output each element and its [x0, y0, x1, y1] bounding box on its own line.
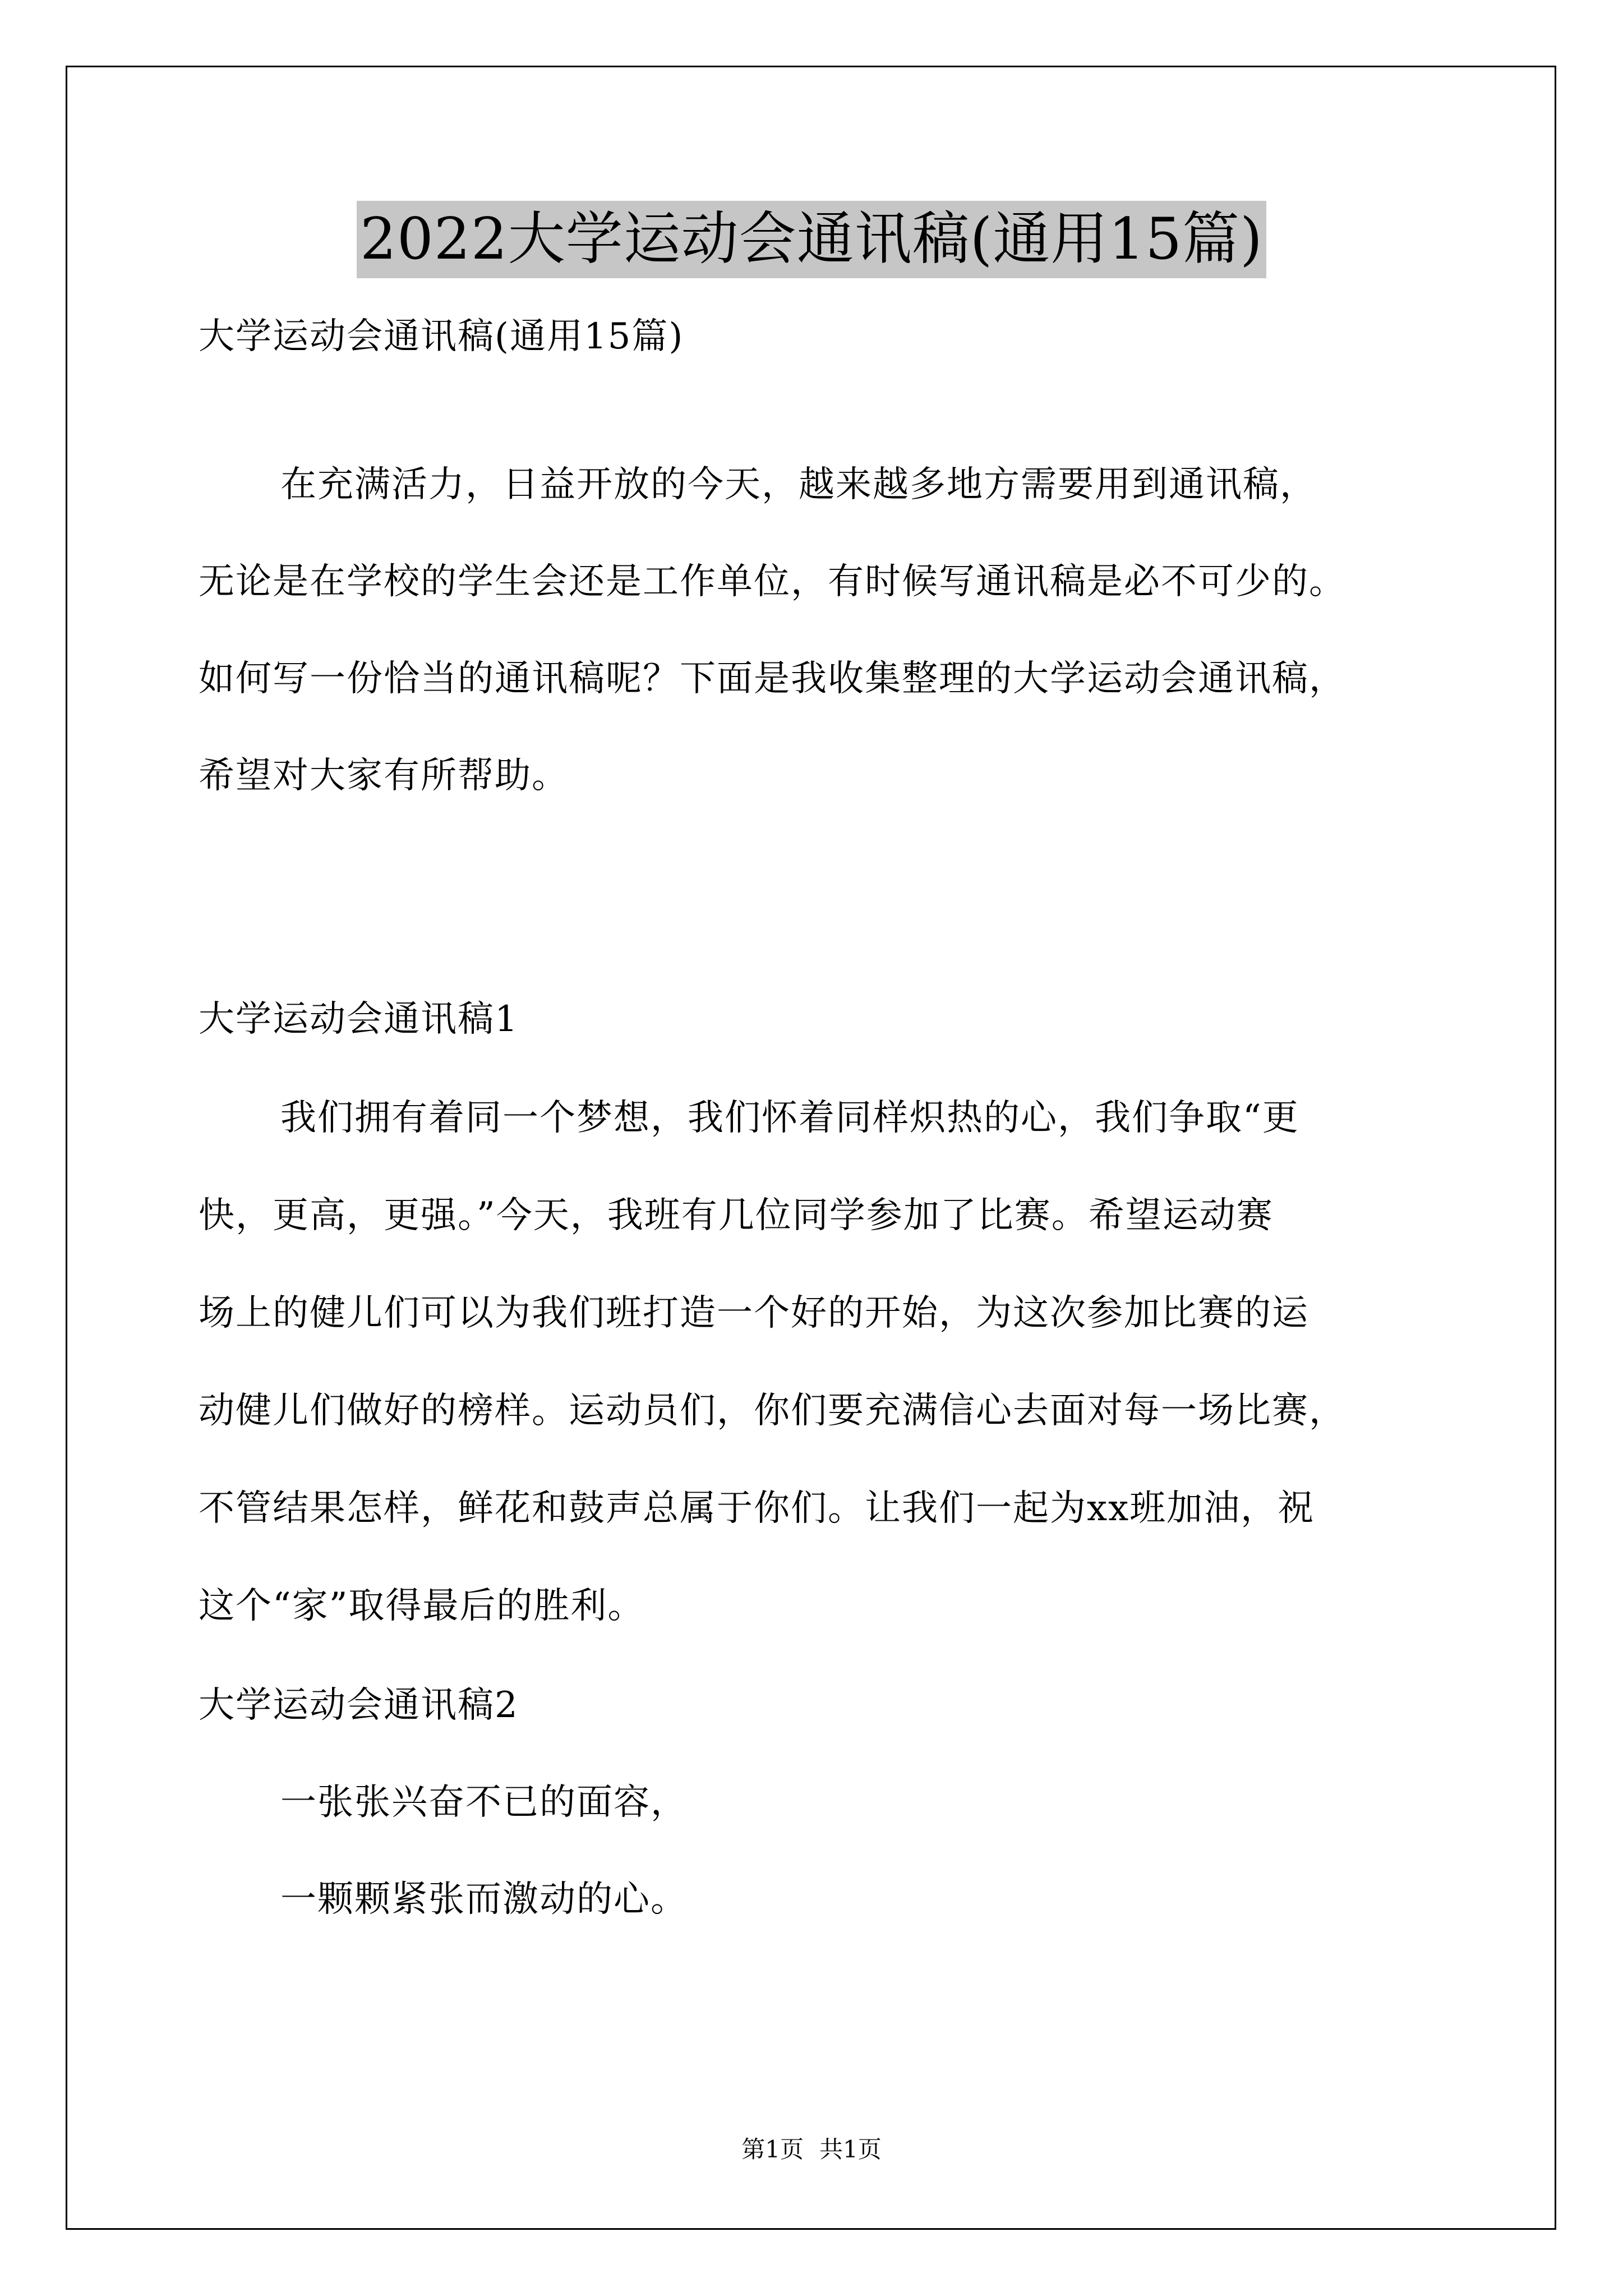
section1-line-6: 这个“家”取得最后的胜利。	[199, 1585, 645, 1627]
page-number: 第1页	[741, 2136, 804, 2163]
section1-line-3: 场上的健儿们可以为我们班打造一个好的开始，为这次参加比赛的运	[199, 1292, 1309, 1334]
section2-line-2: 一颗颗紧张而激动的心。	[280, 1879, 688, 1920]
intro-line-2: 无论是在学校的学生会还是工作单位，有时候写通讯稿是必不可少的。	[199, 561, 1346, 602]
section1-line-4: 动健儿们做好的榜样。运动员们，你们要充满信心去面对每一场比赛，	[199, 1390, 1346, 1432]
subtitle: 大学运动会通讯稿(通用15篇)	[199, 316, 684, 357]
intro-line-1: 在充满活力，日益开放的今天，越来越多地方需要用到通讯稿，	[280, 464, 1317, 505]
intro-line-4: 希望对大家有所帮助。	[199, 755, 569, 797]
section2-heading: 大学运动会通讯稿2	[199, 1685, 519, 1726]
intro-line-3: 如何写一份恰当的通讯稿呢？下面是我收集整理的大学运动会通讯稿，	[199, 658, 1346, 700]
section1-heading: 大学运动会通讯稿1	[199, 999, 519, 1040]
section1-line-5: 不管结果怎样，鲜花和鼓声总属于你们。让我们一起为xx班加油，祝	[199, 1488, 1315, 1529]
section2-line-1: 一张张兴奋不已的面容，	[280, 1782, 688, 1823]
page-total: 共1页	[819, 2136, 882, 2163]
section1-line-1: 我们拥有着同一个梦想，我们怀着同样炽热的心，我们争取“更	[280, 1097, 1299, 1139]
section1-line-2: 快，更高，更强。”今天，我班有几位同学参加了比赛。希望运动赛	[199, 1195, 1274, 1236]
document-title: 2022大学运动会通讯稿(通用15篇)	[357, 201, 1266, 278]
page-footer	[0, 2134, 1623, 2165]
title-wrap	[0, 201, 1623, 278]
